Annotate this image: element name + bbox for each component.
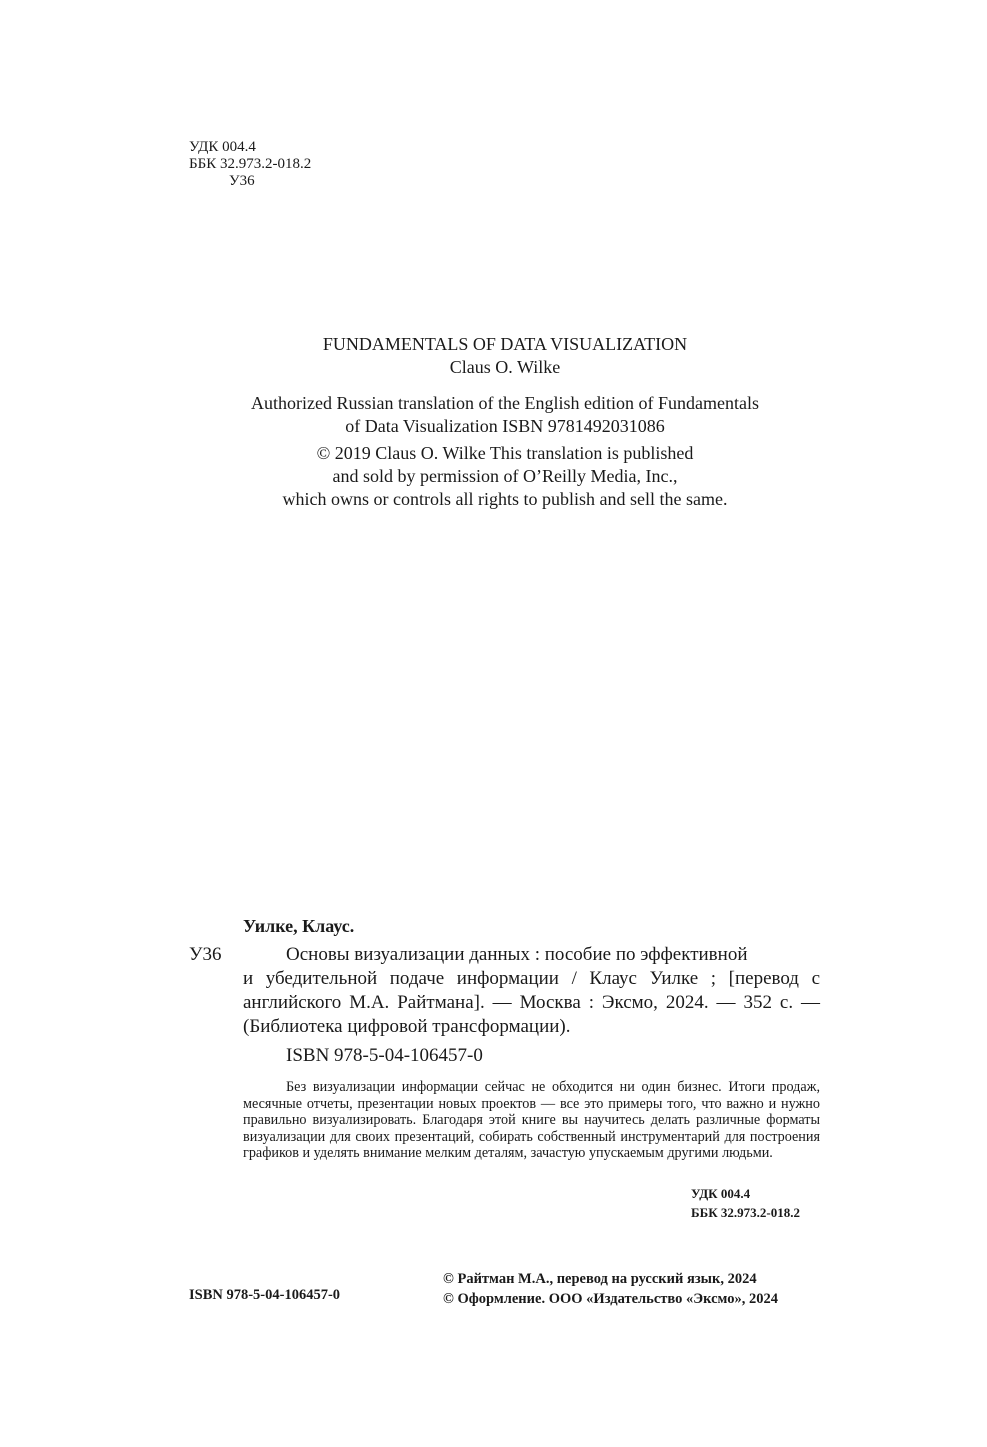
copyright-line-1: © 2019 Claus O. Wilke This translation is published	[316, 443, 694, 463]
translation-line-2: of Data Visualization ISBN 9781492031086	[345, 416, 665, 436]
footer-copyrights	[443, 1269, 778, 1309]
card-udk: УДК 004.4	[691, 1186, 751, 1201]
original-author: Claus O. Wilke	[449, 357, 561, 377]
card-isbn: ISBN 978-5-04-106457-0	[286, 1045, 483, 1066]
original-title-block	[190, 333, 820, 379]
card-author-sign: У36	[189, 944, 222, 965]
card-description	[243, 943, 820, 1039]
translation-notice	[190, 392, 820, 438]
card-bbk: ББК 32.973.2-018.2	[691, 1205, 800, 1220]
card-author-heading: Уилке, Клаус.	[243, 916, 355, 936]
bbk-code: ББК 32.973.2-018.2	[189, 156, 312, 172]
card-description-rest: и убедительной подаче информации / Клаус Уилке ; [перевод с английского М.А. Райтмана]. — Москва : Эксмо, 2024. — 352 с. — (Библиотека цифровой трансформации).	[243, 968, 820, 1037]
copyright-design: © Оформление. ООО «Издательство «Эксмо», 2024	[443, 1291, 778, 1307]
classification-block	[189, 139, 311, 190]
original-title: FUNDAMENTALS OF DATA VISUALIZATION	[322, 334, 688, 354]
author-sign: У36	[229, 173, 255, 189]
card-annotation: Без визуализации информации сейчас не обходится ни один бизнес. Итоги продаж, месячные отчеты, презентации новых проектов — все это примеры того, что важно и нужно правильно визуализировать. Благодаря этой книге вы научитесь делать различные форматы визуализации для своих презентаций, собирать собственный инструментарий для построения графиков и уделять внимание мелким деталям, зачастую упускаемым другими людьми.	[243, 1079, 820, 1161]
translation-line-1: Authorized Russian translation of the English edition of Fundamentals	[251, 393, 759, 413]
copyright-line-2: and sold by permission of O’Reilly Media, Inc.,	[332, 466, 678, 486]
footer-isbn: ISBN 978-5-04-106457-0	[189, 1287, 341, 1303]
card-description-first: Основы визуализации данных : пособие по эффективной	[286, 944, 748, 965]
copyright-notice	[190, 442, 820, 511]
udk-code: УДК 004.4	[189, 139, 256, 155]
card-codes	[691, 1184, 800, 1222]
copyright-line-3: which owns or controls all rights to publish and sell the same.	[282, 489, 728, 509]
copyright-translation: © Райтман М.А., перевод на русский язык, 2024	[443, 1271, 757, 1287]
